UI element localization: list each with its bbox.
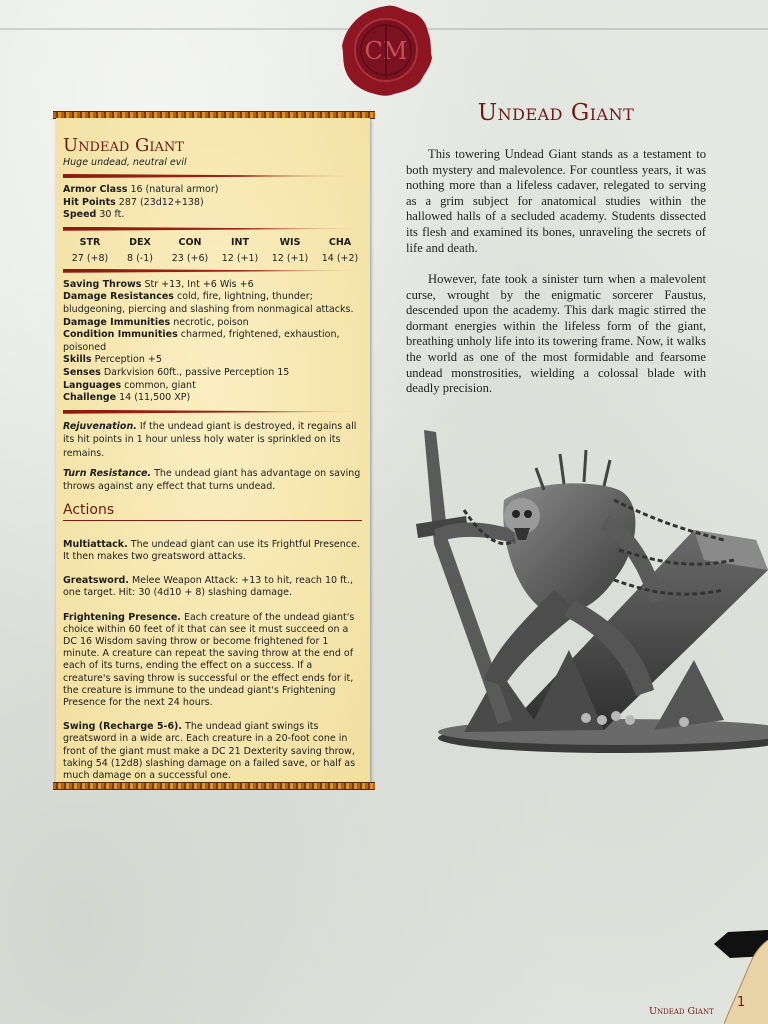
undead-giant-illustration bbox=[404, 420, 768, 760]
action-greatsword: Greatsword. Melee Weapon Attack: +13 to hit, reach 10 ft., one target. Hit: 30 (4d10 + 8) slashing damage. bbox=[63, 575, 354, 599]
ability-cha: CHA 14 (+2) bbox=[321, 236, 359, 264]
creature-type: Huge undead, neutral evil bbox=[63, 157, 187, 168]
ability-int: INT 12 (+1) bbox=[221, 236, 259, 264]
divider bbox=[63, 269, 362, 273]
article-title: Undead Giant bbox=[477, 100, 635, 126]
ability-con: CON 23 (+6) bbox=[171, 236, 209, 264]
damage-resistances-line: Damage Resistances cold, fire, lightning, thunder; bludgeoning, piercing and slashing from nonmagical attacks. bbox=[63, 291, 354, 315]
footer-label: Undead Giant bbox=[649, 1006, 714, 1017]
challenge-line: Challenge 14 (11,500 XP) bbox=[63, 392, 191, 404]
article-paragraph: However, fate took a sinister turn when a malevolent curse, wrought by the enigmatic sorcerer Faustus, descended upon the academy. This dark magic stirred the dormant energies within the lifeless form of the giant, breathing unholy life into its towering frame. Now, it walks the world as one of the most formidable and fearsome undead monstrosities, wielding a colossal blade with deadly precision. bbox=[406, 272, 706, 396]
armor-class-line: Armor Class 16 (natural armor) bbox=[63, 184, 219, 195]
page-number: 1 bbox=[737, 995, 746, 1010]
saving-throws-line: Saving Throws Str +13, Int +6 Wis +6 bbox=[63, 278, 254, 290]
ability-scores bbox=[63, 237, 362, 264]
languages-line: Languages common, giant bbox=[63, 379, 196, 391]
ability-dex: DEX 8 (-1) bbox=[127, 236, 153, 264]
action-frightening-presence: Frightening Presence. Each creature of the undead giant's choice within 60 feet of it that can see it must succeed on a DC 16 Wisdom saving throw or become frightened for 1 minute. A creature can repeat the saving throw at the end of each of its turns, ending the effect on a success. If a creature's saving throw is successful or the effect ends for it, the creature is immune to the undead giant's Frightening Presence for the next 24 hours. bbox=[63, 611, 355, 708]
article-paragraph: This towering Undead Giant stands as a testament to both mystery and malevolence. For countless years, it was nothing more than a lifeless cadaver, relegated to serving as a grim subject for anatomical studies within the hallowed halls of a secluded academy. Students dissected its flesh and examined its bones, unraveling the secrets of life and death. bbox=[406, 147, 706, 255]
seal-monogram: CM bbox=[364, 37, 408, 65]
action-multiattack: Multiattack. The undead giant can use its Frightful Presence. It then makes two greatsword attacks. bbox=[63, 538, 360, 562]
wax-seal-icon bbox=[338, 2, 434, 98]
divider bbox=[63, 174, 362, 178]
action-swing: Swing (Recharge 5-6). The undead giant swings its greatsword in a wide arc. Each creature in a 20-foot cone in front of the giant must make a DC 21 Dexterity saving throw, taking 54 (12d8) slashing damage on a failed save, or half as much damage on a successful one. bbox=[63, 721, 356, 781]
ability-str: STR 27 (+8) bbox=[71, 236, 109, 264]
senses-line: Senses Darkvision 60ft., passive Perception 15 bbox=[63, 366, 290, 378]
creature-name: Undead Giant bbox=[63, 135, 184, 156]
actions-heading: Actions bbox=[63, 501, 362, 521]
divider bbox=[63, 410, 362, 414]
hit-points-line: Hit Points 287 (23d12+138) bbox=[63, 196, 204, 208]
skills-line: Skills Perception +5 bbox=[63, 354, 162, 366]
speed-line: Speed 30 ft. bbox=[63, 209, 125, 221]
damage-immunities-line: Damage Immunities necrotic, poison bbox=[63, 316, 249, 328]
statblock-bottom-bar bbox=[53, 782, 375, 790]
stat-block bbox=[56, 118, 370, 784]
page-edge-decoration bbox=[724, 940, 768, 1024]
trait-turn-resistance: Turn Resistance. The undead giant has advantage on saving throws against any effect that turns undead. bbox=[63, 467, 361, 493]
trait-rejuvenation: Rejuvenation. If the undead giant is destroyed, it regains all its hit points in 1 hour unless holy water is sprinkled on its remains. bbox=[63, 420, 357, 459]
condition-immunities-line: Condition Immunities charmed, frightened, exhaustion, poisoned bbox=[63, 329, 340, 353]
divider bbox=[63, 227, 362, 231]
ability-wis: WIS 12 (+1) bbox=[271, 236, 309, 264]
